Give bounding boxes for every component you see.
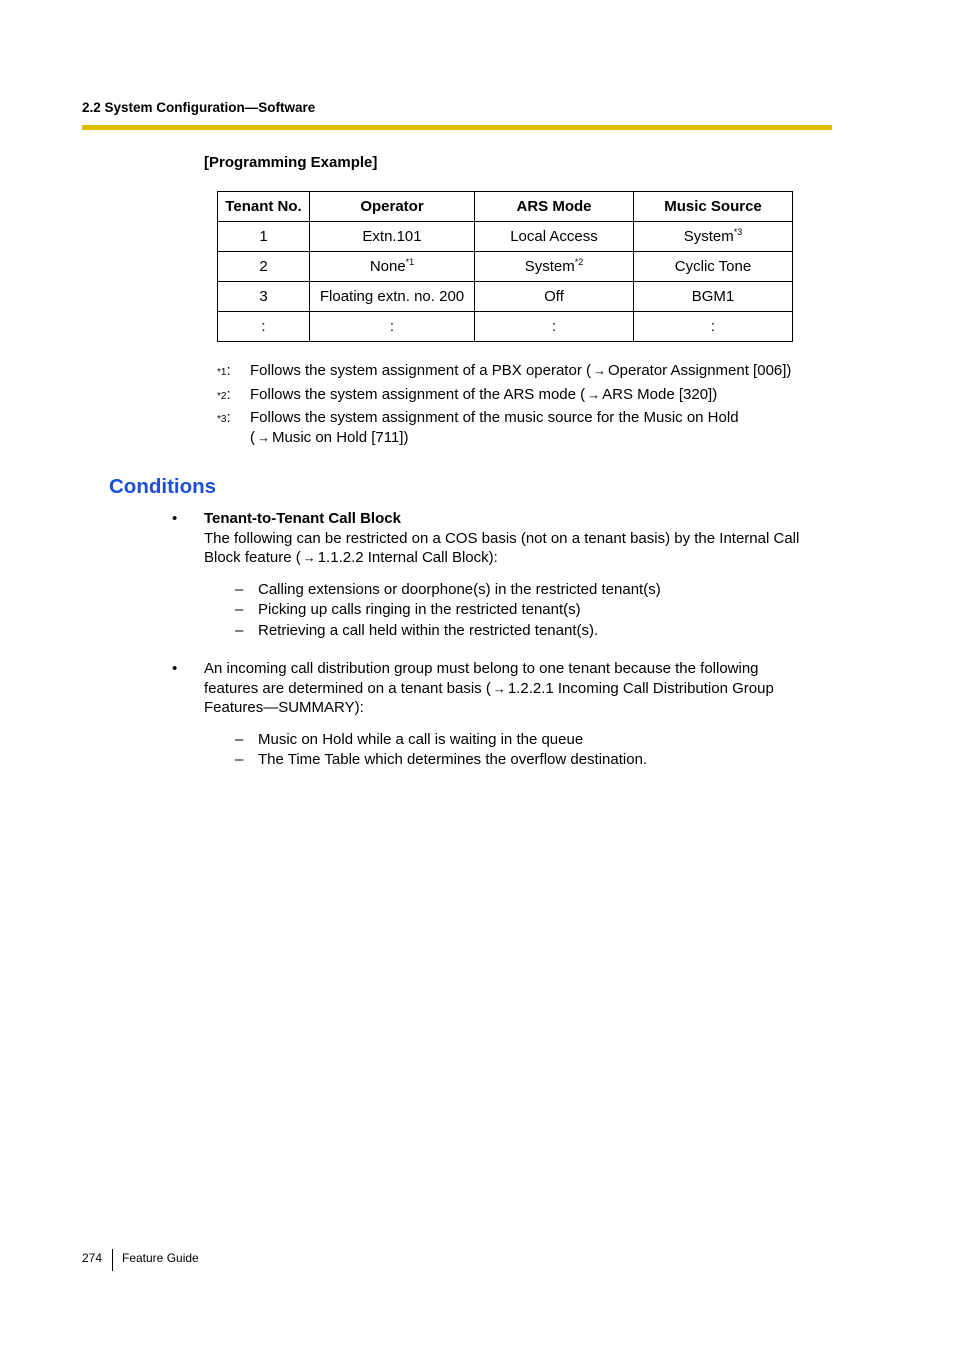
cross-reference: Music on Hold [711]): [272, 429, 409, 446]
cross-reference: 1.1.2.2 Internal Call Block):: [317, 549, 498, 566]
ars-cell: Local Access: [475, 222, 634, 252]
music-cell: System$^{*3}$: [634, 222, 793, 252]
sub-list: [235, 730, 832, 771]
condition-title: Tenant-to-Tenant Call Block: [204, 510, 401, 527]
cross-reference: 1.2.2.1 Incoming Call Distribution Group: [507, 679, 774, 697]
arrow-icon: →: [257, 430, 270, 445]
arrow-icon: →: [592, 363, 606, 378]
table-header-row: [218, 192, 793, 222]
sub-list: [235, 580, 832, 642]
footer-divider: [112, 1249, 113, 1271]
column-header-ars-mode: ARS Mode: [475, 192, 634, 222]
operator-cell: Floating extn. no. 200: [310, 282, 475, 312]
footnote-1: *1: Follows the system assignment of a PBX operator ( → Operator Assignment [006]): [217, 362, 792, 379]
condition-text: features are determined on a tenant basis ( → 1.2.2.1 Incoming Call Distribution Group: [204, 679, 774, 697]
cross-reference: ARS Mode [320]): [602, 386, 718, 403]
programming-example-table: [217, 191, 793, 342]
ars-cell: Off: [475, 282, 634, 312]
footnote-mark: *2: [217, 391, 227, 402]
footnote-ref: *3: [733, 227, 743, 237]
music-cell: :: [634, 312, 793, 342]
condition-item-tenant-call-block: [172, 509, 832, 641]
operator-cell: None$^{*1}$: [310, 252, 475, 282]
bullet-icon: •: [172, 510, 178, 527]
tenant-cell: 2: [218, 252, 310, 282]
arrow-icon: →: [302, 550, 316, 565]
table-row: [218, 282, 793, 312]
list-item: – Music on Hold while a call is waiting in the queue: [235, 730, 584, 748]
list-item: – Retrieving a call held within the restricted tenant(s).: [235, 621, 599, 639]
footnote-mark: *1: [217, 367, 227, 378]
operator-cell: :: [310, 312, 475, 342]
footer-title: Feature Guide: [122, 1251, 199, 1265]
condition-text: The following can be restricted on a COS basis (not on a tenant basis) by the Internal Call: [204, 529, 800, 547]
page-number: 274: [82, 1251, 103, 1265]
ars-cell: :: [475, 312, 634, 342]
tenant-cell: 3: [218, 282, 310, 312]
condition-text: Block feature ( → 1.1.2.2 Internal Call Block):: [204, 549, 498, 566]
condition-item-incoming-call-distribution: [172, 659, 832, 771]
music-cell: BGM1: [634, 282, 793, 312]
table-row: [218, 222, 793, 252]
tenant-cell: 1: [218, 222, 310, 252]
condition-text: Features—SUMMARY):: [204, 699, 364, 716]
footnote-2: *2: Follows the system assignment of the ARS mode ( → ARS Mode [320]): [217, 386, 718, 403]
footnote-mark: *3: [217, 414, 227, 425]
table-row: [218, 252, 793, 282]
footnote-ref: *1: [405, 257, 415, 267]
table-row: [218, 312, 793, 342]
ars-cell: System$^{*2}$: [475, 252, 634, 282]
programming-example-heading: [Programming Example]: [204, 154, 378, 171]
arrow-icon: →: [492, 680, 506, 696]
footnote-3: *3: Follows the system assignment of the music source for the Music on Hold ( → Music on Hold [711]): [217, 409, 739, 446]
list-item: – Picking up calls ringing in the restricted tenant(s): [235, 601, 581, 618]
list-item: – Calling extensions or doorphone(s) in the restricted tenant(s): [235, 580, 661, 598]
cross-reference: Operator Assignment [006]): [607, 362, 792, 379]
music-cell: Cyclic Tone: [634, 252, 793, 282]
header-rule: [82, 125, 832, 130]
arrow-icon: →: [587, 387, 601, 402]
column-header-music-source: Music Source: [634, 192, 793, 222]
tenant-cell: :: [218, 312, 310, 342]
column-header-operator: Operator: [310, 192, 475, 222]
footnote-ref: *2: [574, 257, 584, 267]
operator-cell: Extn.101: [310, 222, 475, 252]
list-item: – The Time Table which determines the overflow destination.: [235, 751, 648, 768]
bullet-icon: •: [172, 660, 178, 677]
running-header: 2.2 System Configuration—Software: [82, 100, 316, 115]
condition-text: An incoming call distribution group must belong to one tenant because the following: [204, 660, 759, 677]
footnotes: [217, 361, 791, 448]
conditions-heading: Conditions: [109, 475, 217, 498]
column-header-tenant: Tenant No.: [218, 192, 310, 222]
